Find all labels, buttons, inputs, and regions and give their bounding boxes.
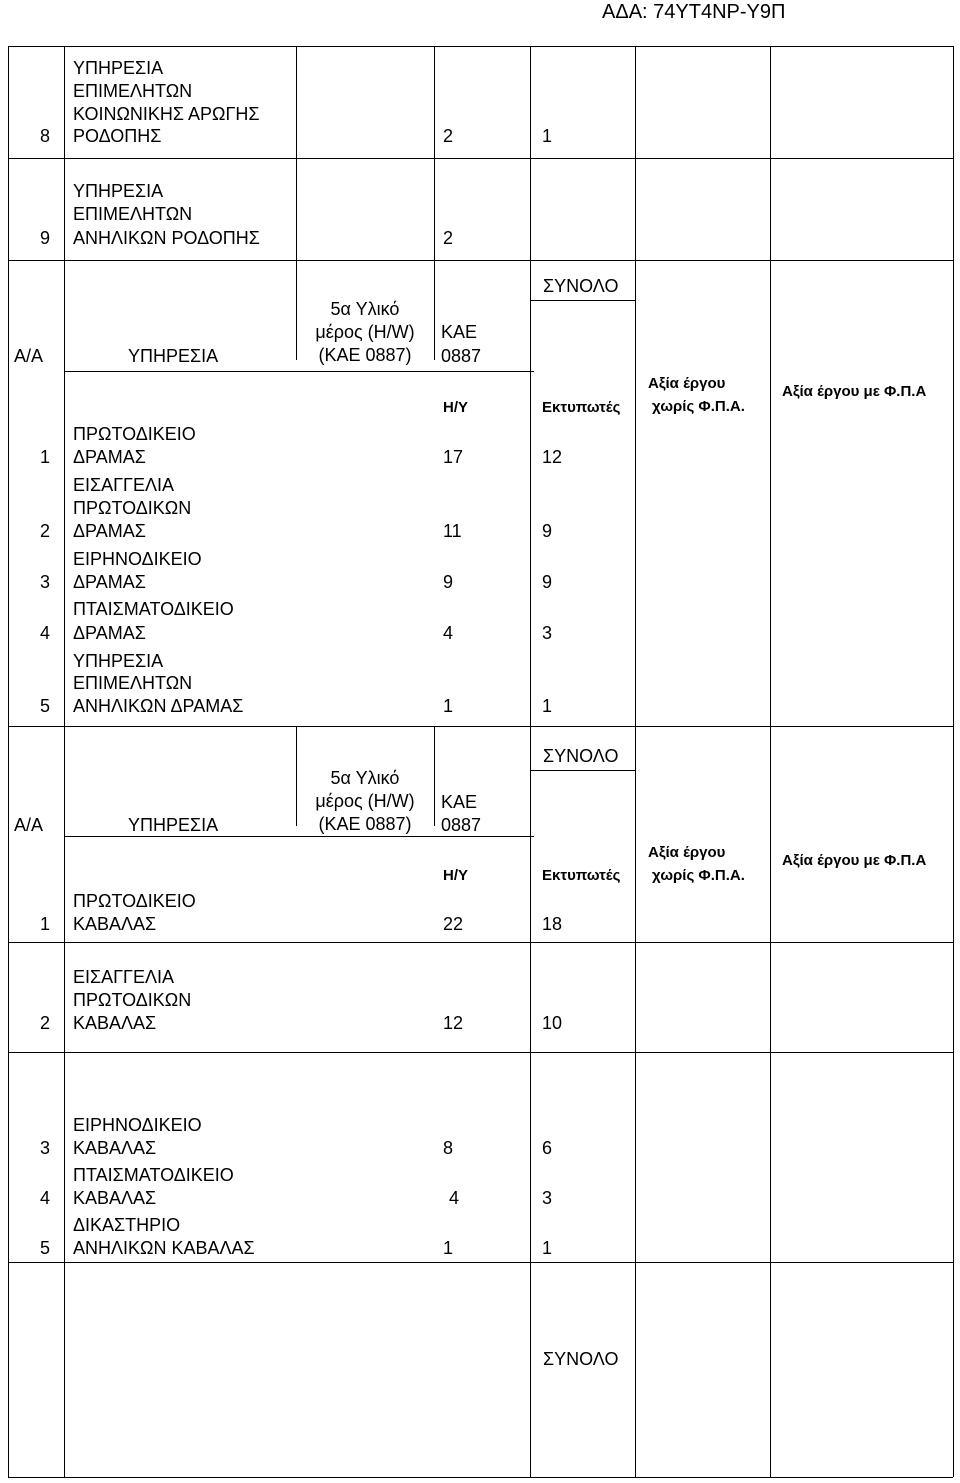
hy-value: 22: [443, 914, 464, 934]
printers-value: 6: [542, 1138, 553, 1158]
service-line: ΚΑΒΑΛΑΣ: [73, 1013, 157, 1033]
table-bottom-border: [8, 1477, 953, 1478]
service-line: ΕΙΡΗΝΟΔΙΚΕΙΟ: [73, 1115, 202, 1135]
service-line: ΕΙΣΑΓΓΕΛΙΑ: [73, 967, 175, 987]
value-vat-heading: Αξία έργου με Φ.Π.Α: [782, 852, 927, 869]
row-number: 8: [40, 126, 51, 146]
service-heading: ΥΠΗΡΕΣΙΑ: [128, 815, 219, 835]
row-line: [8, 1262, 953, 1263]
row-number: 1: [40, 914, 51, 934]
service-heading: ΥΠΗΡΕΣΙΑ: [128, 346, 219, 366]
service-line: ΥΠΗΡΕΣΙΑ: [73, 58, 164, 78]
printers-heading: Εκτυπωτές: [542, 867, 621, 884]
printers-heading: Εκτυπωτές: [542, 399, 621, 416]
value-no-vat-heading: χωρίς Φ.Π.Α.: [652, 867, 745, 884]
hy-heading: Η/Υ: [443, 399, 469, 416]
material-heading: (ΚΑΕ 0887): [318, 345, 412, 365]
service-line: ΑΝΗΛΙΚΩΝ ΚΑΒΑΛΑΣ: [73, 1238, 255, 1258]
hy-value: 1: [443, 696, 454, 716]
service-line: ΔΙΚΑΣΤΗΡΙΟ: [73, 1215, 181, 1235]
hy-heading: Η/Υ: [443, 867, 469, 884]
service-line: ΔΡΑΜΑΣ: [73, 447, 146, 467]
service-line: ΕΠΙΜΕΛΗΤΩΝ: [73, 673, 193, 693]
row-line: [8, 726, 953, 727]
service-line: ΕΠΙΜΕΛΗΤΩΝ: [73, 204, 193, 224]
value-no-vat-heading: Αξία έργου: [648, 375, 726, 392]
total-heading: ΣΥΝΟΛΟ: [543, 276, 619, 296]
service-line: ΥΠΗΡΕΣΙΑ: [73, 181, 164, 201]
service-line: ΠΡΩΤΟΔΙΚΕΙΟ: [73, 424, 196, 444]
hy-value: 17: [443, 447, 464, 467]
service-line: ΔΡΑΜΑΣ: [73, 623, 146, 643]
total-heading: ΣΥΝΟΛΟ: [543, 746, 619, 766]
printers-value: 9: [542, 572, 553, 592]
material-heading: μέρος (H/W): [315, 791, 415, 811]
material-heading: μέρος (H/W): [315, 322, 415, 342]
col-line-3: [434, 46, 435, 360]
printers-value: 3: [542, 1188, 553, 1208]
printers-value: 12: [542, 447, 563, 467]
row-number: 5: [40, 1238, 51, 1258]
printers-value: 1: [542, 1238, 553, 1258]
printers-value: 3: [542, 623, 553, 643]
row-number: 1: [40, 447, 51, 467]
hy-value: 8: [443, 1138, 454, 1158]
aa-heading: Α/Α: [14, 815, 44, 835]
row-line: [530, 770, 635, 771]
col-line-7: [953, 46, 954, 1477]
row-line: [64, 371, 534, 372]
service-line: ΠΡΩΤΟΔΙΚΩΝ: [73, 990, 192, 1010]
printers-value: 18: [542, 914, 563, 934]
service-line: ΡΟΔΟΠΗΣ: [73, 126, 162, 146]
hy-value: 11: [443, 521, 462, 541]
hy-value: 4: [449, 1188, 460, 1208]
col-line-2b: [296, 726, 297, 826]
value-vat-heading: Αξία έργου με Φ.Π.Α: [782, 383, 927, 400]
service-line: ΚΑΒΑΛΑΣ: [73, 1188, 157, 1208]
row-number: 4: [40, 623, 51, 643]
row-line: [8, 158, 953, 159]
final-total-heading: ΣΥΝΟΛΟ: [543, 1349, 619, 1369]
document-tag: ΑΔΑ: 74ΥΤ4ΝΡ-Υ9Π: [602, 1, 786, 23]
row-number: 9: [40, 228, 51, 248]
service-line: ΠΡΩΤΟΔΙΚΩΝ: [73, 498, 192, 518]
row-line: [8, 1052, 953, 1053]
service-line: ΕΙΣΑΓΓΕΛΙΑ: [73, 475, 175, 495]
service-line: ΚΟΙΝΩΝΙΚΗΣ ΑΡΩΓΗΣ: [73, 104, 260, 124]
col-line-3b: [434, 726, 435, 826]
service-line: ΑΝΗΛΙΚΩΝ ΔΡΑΜΑΣ: [73, 696, 244, 716]
table-top-border: [8, 46, 953, 47]
printers-value: 1: [542, 696, 553, 716]
row-line: [8, 260, 953, 261]
hy-value: 9: [443, 572, 454, 592]
row-line: [8, 942, 953, 943]
kae-heading: 0887: [441, 815, 482, 835]
service-line: ΑΝΗΛΙΚΩΝ ΡΟΔΟΠΗΣ: [73, 228, 260, 248]
service-line: ΠΡΩΤΟΔΙΚΕΙΟ: [73, 891, 196, 911]
printers-value: 9: [542, 521, 553, 541]
row-number: 3: [40, 572, 51, 592]
material-heading: (ΚΑΕ 0887): [318, 814, 412, 834]
kae-heading: ΚΑΕ: [441, 322, 478, 342]
service-line: ΔΡΑΜΑΣ: [73, 521, 146, 541]
hy-value: 2: [443, 228, 454, 248]
row-number: 2: [40, 1013, 51, 1033]
service-line: ΠΤΑΙΣΜΑΤΟΔΙΚΕΙΟ: [73, 599, 234, 619]
hy-value: 4: [443, 623, 454, 643]
service-line: ΕΠΙΜΕΛΗΤΩΝ: [73, 81, 193, 101]
printers-value: 1: [542, 126, 553, 146]
service-line: ΥΠΗΡΕΣΙΑ: [73, 651, 164, 671]
material-heading: 5α Υλικό: [330, 768, 400, 788]
service-line: ΔΡΑΜΑΣ: [73, 572, 146, 592]
hy-value: 12: [443, 1013, 464, 1033]
service-line: ΠΤΑΙΣΜΑΤΟΔΙΚΕΙΟ: [73, 1165, 234, 1185]
row-number: 3: [40, 1138, 51, 1158]
kae-heading: ΚΑΕ: [441, 792, 478, 812]
aa-heading: Α/Α: [14, 346, 44, 366]
row-number: 2: [40, 521, 51, 541]
service-line: ΚΑΒΑΛΑΣ: [73, 1138, 157, 1158]
service-line: ΕΙΡΗΝΟΔΙΚΕΙΟ: [73, 549, 202, 569]
material-heading: 5α Υλικό: [330, 299, 400, 319]
row-number: 5: [40, 696, 51, 716]
service-line: ΚΑΒΑΛΑΣ: [73, 914, 157, 934]
hy-value: 1: [443, 1238, 454, 1258]
hy-value: 2: [443, 126, 454, 146]
printers-value: 10: [542, 1013, 563, 1033]
col-line-2: [296, 46, 297, 360]
row-line: [530, 300, 635, 301]
value-no-vat-heading: Αξία έργου: [648, 844, 726, 861]
kae-heading: 0887: [441, 346, 482, 366]
value-no-vat-heading: χωρίς Φ.Π.Α.: [652, 398, 745, 415]
row-number: 4: [40, 1188, 51, 1208]
